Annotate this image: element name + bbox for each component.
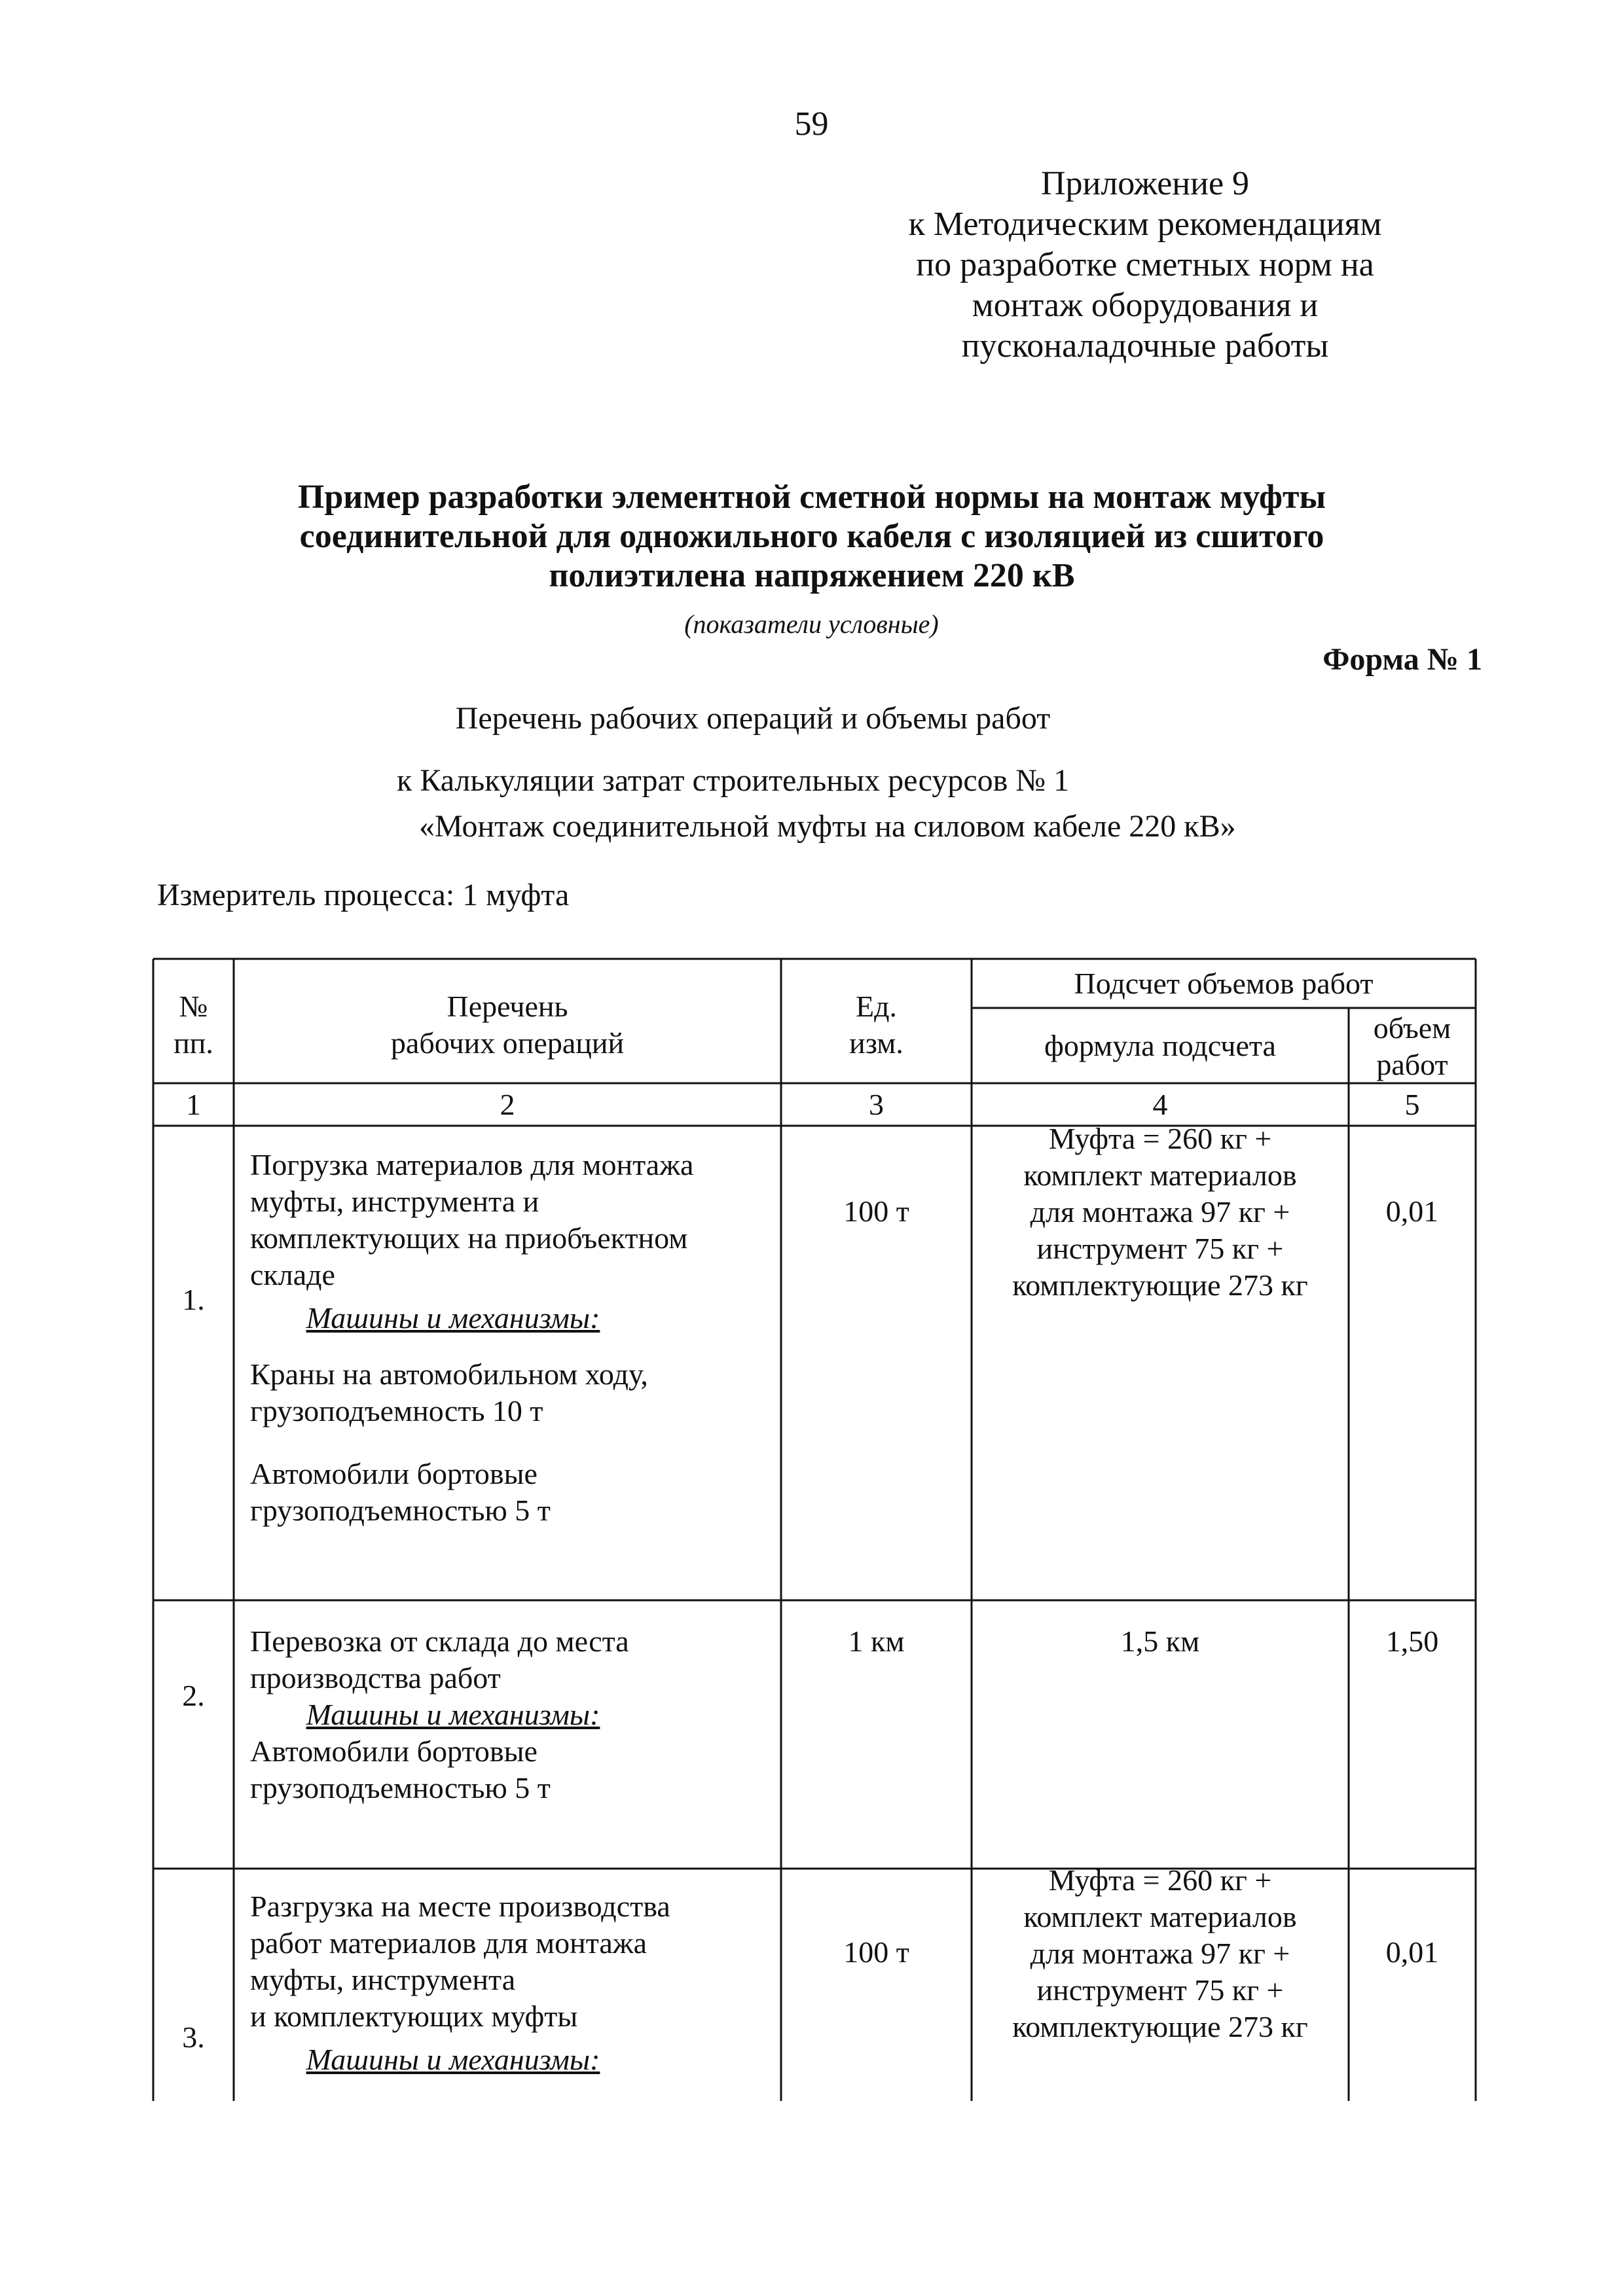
title-line: полиэтилена напряжением 220 кВ <box>549 557 1075 594</box>
row-volume: 0,01 <box>1385 1194 1439 1228</box>
calculation-reference: к Калькуляции затрат строительных ресурсов № 1 <box>397 763 1070 798</box>
machine-line: грузоподъемностью 5 т <box>250 1771 551 1804</box>
list-title: Перечень рабочих операций и объемы работ <box>455 701 1051 736</box>
calculation-name: «Монтаж соединительной муфты на силовом кабеле 220 кВ» <box>419 809 1236 844</box>
title-line: соединительной для одножильного кабеля с изоляцией из сшитого <box>299 518 1324 555</box>
formula-line: инструмент 75 кг + <box>1036 1973 1284 2007</box>
formula-line: Муфта = 260 кг + <box>1048 1863 1272 1897</box>
machines-label: Машины и механизмы: <box>306 1301 600 1335</box>
machine-line: Краны на автомобильном ходу, <box>250 1357 648 1391</box>
conditional-note: (показатели условные) <box>684 609 939 639</box>
row-unit: 100 т <box>843 1935 909 1969</box>
formula-line: для монтажа 97 кг + <box>1030 1195 1290 1229</box>
header-text: пп. <box>173 1026 213 1060</box>
operation-line: комплектующих на приобъектном <box>250 1221 688 1255</box>
formula-line: комплектующие 273 кг <box>1012 2010 1308 2043</box>
document-title <box>196 478 1427 596</box>
row-formula: 1,5 км <box>1120 1624 1200 1658</box>
operation-line: Разгрузка на месте производства <box>250 1890 670 1923</box>
operation-line: муфты, инструмента и <box>250 1185 539 1218</box>
header-volume <box>1349 1010 1476 1083</box>
row-operation <box>250 1147 774 1529</box>
header-text: рабочих операций <box>390 1026 625 1060</box>
row-number: 3. <box>182 2020 205 2054</box>
header-text: Ед. <box>855 990 897 1023</box>
machine-line: Автомобили бортовые <box>250 1734 538 1768</box>
operation-line: Погрузка материалов для монтажа <box>250 1148 694 1181</box>
formula-line: комплект материалов <box>1023 1158 1297 1192</box>
appendix-line: пусконаладочные работы <box>961 327 1329 365</box>
row-operation <box>250 1623 774 1806</box>
appendix-line: монтаж оборудования и <box>972 287 1319 324</box>
row-unit: 100 т <box>843 1194 909 1228</box>
operation-line: работ материалов для монтажа <box>250 1926 647 1960</box>
appendix-line: к Методическим рекомендациям <box>908 206 1382 243</box>
operation-line: муфты, инструмента <box>250 1963 516 1996</box>
header-formula: формула подсчета <box>1044 1029 1276 1062</box>
row-formula <box>972 1862 1349 2045</box>
machine-line: грузоподъемность 10 т <box>250 1394 543 1427</box>
row-volume: 0,01 <box>1385 1935 1439 1969</box>
header-text: Перечень <box>447 990 568 1023</box>
header-text: изм. <box>849 1026 903 1060</box>
col-number: 1 <box>186 1088 201 1121</box>
header-text: объем <box>1373 1011 1451 1045</box>
page-number: 59 <box>794 105 829 143</box>
formula-line: для монтажа 97 кг + <box>1030 1937 1290 1970</box>
form-number: Форма № 1 <box>1322 642 1482 677</box>
operation-line: складе <box>250 1258 335 1291</box>
formula-line: комплектующие 273 кг <box>1012 1268 1308 1302</box>
title-line: Пример разработки элементной сметной нормы на монтаж муфты <box>297 478 1326 516</box>
col-number: 3 <box>869 1088 884 1121</box>
operation-line: производства работ <box>250 1661 501 1695</box>
row-formula <box>972 1121 1349 1304</box>
process-meter: Измеритель процесса: 1 муфта <box>157 878 570 912</box>
operation-line: Перевозка от склада до места <box>250 1624 629 1658</box>
formula-line: Муфта = 260 кг + <box>1048 1122 1272 1155</box>
header-operations <box>234 988 781 1062</box>
col-number: 5 <box>1404 1088 1420 1121</box>
header-calc-group: Подсчет объемов работ <box>1074 967 1374 1000</box>
row-number: 2. <box>182 1679 205 1712</box>
header-text: № <box>179 990 208 1023</box>
row-number: 1. <box>182 1283 205 1316</box>
header-number <box>153 988 234 1062</box>
formula-line: комплект материалов <box>1023 1900 1297 1933</box>
operation-line: и комплектующих муфты <box>250 2000 578 2033</box>
machines-label: Машины и механизмы: <box>306 1698 600 1731</box>
row-volume: 1,50 <box>1385 1624 1439 1658</box>
formula-line: инструмент 75 кг + <box>1036 1232 1284 1265</box>
row-operation <box>250 1888 774 2078</box>
machines-label: Машины и механизмы: <box>306 2043 600 2076</box>
machine-line: Автомобили бортовые <box>250 1457 538 1490</box>
header-text: работ <box>1376 1048 1448 1081</box>
col-number: 2 <box>500 1088 515 1121</box>
machine-line: грузоподъемностью 5 т <box>250 1494 551 1527</box>
row-unit: 1 км <box>848 1624 905 1658</box>
col-number: 4 <box>1152 1088 1168 1121</box>
appendix-line: Приложение 9 <box>1040 165 1250 202</box>
appendix-reference <box>818 164 1472 367</box>
appendix-line: по разработке сметных норм на <box>916 246 1374 283</box>
header-unit <box>781 988 972 1062</box>
